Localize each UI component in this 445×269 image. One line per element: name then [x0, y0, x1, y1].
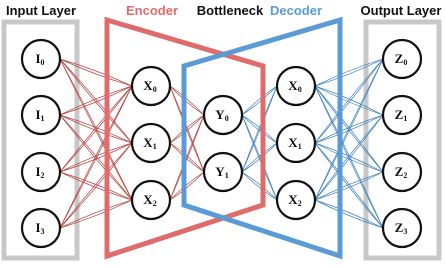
edge-input-2-to-encoder-hidden-1-1 — [60, 143, 132, 172]
node-letter-output-1: Z — [394, 107, 404, 122]
node-subscript-input-2: 2 — [40, 171, 45, 180]
node-letter-input-1: I — [35, 107, 41, 122]
node-bottleneck-0 — [204, 96, 242, 134]
node-decoder-hidden-2 — [277, 181, 315, 219]
node-letter-encoder-hidden-0: X — [143, 78, 153, 93]
node-input-3 — [22, 209, 60, 247]
node-letter-encoder-hidden-2: X — [143, 192, 153, 207]
node-encoder-hidden-0 — [132, 67, 170, 105]
node-subscript-output-0: 0 — [403, 58, 408, 67]
edge-decoder-hidden-0-to-output-1-0 — [315, 86, 383, 115]
node-letter-bottleneck-0: Y — [215, 107, 225, 122]
node-letter-bottleneck-1: Y — [215, 164, 225, 179]
node-subscript-input-0: 0 — [40, 58, 45, 67]
node-subscript-bottleneck-0: 0 — [224, 114, 229, 123]
edge-decoder-hidden-1-to-output-2-1 — [315, 143, 383, 172]
node-decoder-hidden-1 — [277, 124, 315, 162]
input-layer-title: Input Layer — [5, 3, 77, 18]
node-subscript-encoder-hidden-2: 2 — [152, 199, 157, 208]
node-subscript-input-1: 1 — [40, 114, 45, 123]
node-letter-output-2: Z — [394, 164, 404, 179]
node-encoder-hidden-2 — [132, 181, 170, 219]
decoder-title: Decoder — [269, 3, 323, 18]
edge-decoder-hidden-0-to-output-1-1 — [315, 86, 383, 115]
node-letter-input-3: I — [35, 220, 41, 235]
node-bottleneck-1 — [204, 153, 242, 191]
edge-decoder-hidden-1-to-output-2-0 — [315, 143, 383, 172]
node-letter-decoder-hidden-0: X — [288, 78, 298, 93]
node-letter-output-3: Z — [394, 220, 404, 235]
node-letter-encoder-hidden-1: X — [143, 135, 153, 150]
node-letter-decoder-hidden-2: X — [288, 192, 298, 207]
node-decoder-hidden-0 — [277, 67, 315, 105]
node-input-0 — [22, 40, 60, 78]
node-subscript-decoder-hidden-1: 1 — [297, 142, 302, 151]
node-subscript-bottleneck-1: 1 — [224, 171, 229, 180]
node-output-1 — [383, 96, 421, 134]
node-input-2 — [22, 153, 60, 191]
node-subscript-output-2: 2 — [403, 171, 408, 180]
edge-input-2-to-encoder-hidden-1-0 — [60, 143, 132, 172]
output-layer-title: Output Layer — [360, 3, 442, 18]
node-letter-decoder-hidden-1: X — [288, 135, 298, 150]
node-subscript-encoder-hidden-0: 0 — [152, 85, 157, 94]
node-subscript-decoder-hidden-0: 0 — [297, 85, 302, 94]
edge-input-1-to-encoder-hidden-0-1 — [60, 86, 132, 115]
node-output-3 — [383, 209, 421, 247]
node-output-2 — [383, 153, 421, 191]
encoder-title: Encoder — [125, 3, 179, 18]
node-subscript-decoder-hidden-2: 2 — [297, 199, 302, 208]
node-subscript-output-1: 1 — [403, 114, 408, 123]
node-output-0 — [383, 40, 421, 78]
bottleneck-title: Bottleneck — [196, 3, 264, 18]
node-subscript-encoder-hidden-1: 1 — [152, 142, 157, 151]
node-letter-input-0: I — [35, 51, 41, 66]
node-letter-input-2: I — [35, 164, 41, 179]
node-encoder-hidden-1 — [132, 124, 170, 162]
node-letter-output-0: Z — [394, 51, 404, 66]
node-subscript-output-3: 3 — [403, 227, 408, 236]
node-subscript-input-3: 3 — [40, 227, 45, 236]
edge-input-1-to-encoder-hidden-0-0 — [60, 86, 132, 115]
node-input-1 — [22, 96, 60, 134]
